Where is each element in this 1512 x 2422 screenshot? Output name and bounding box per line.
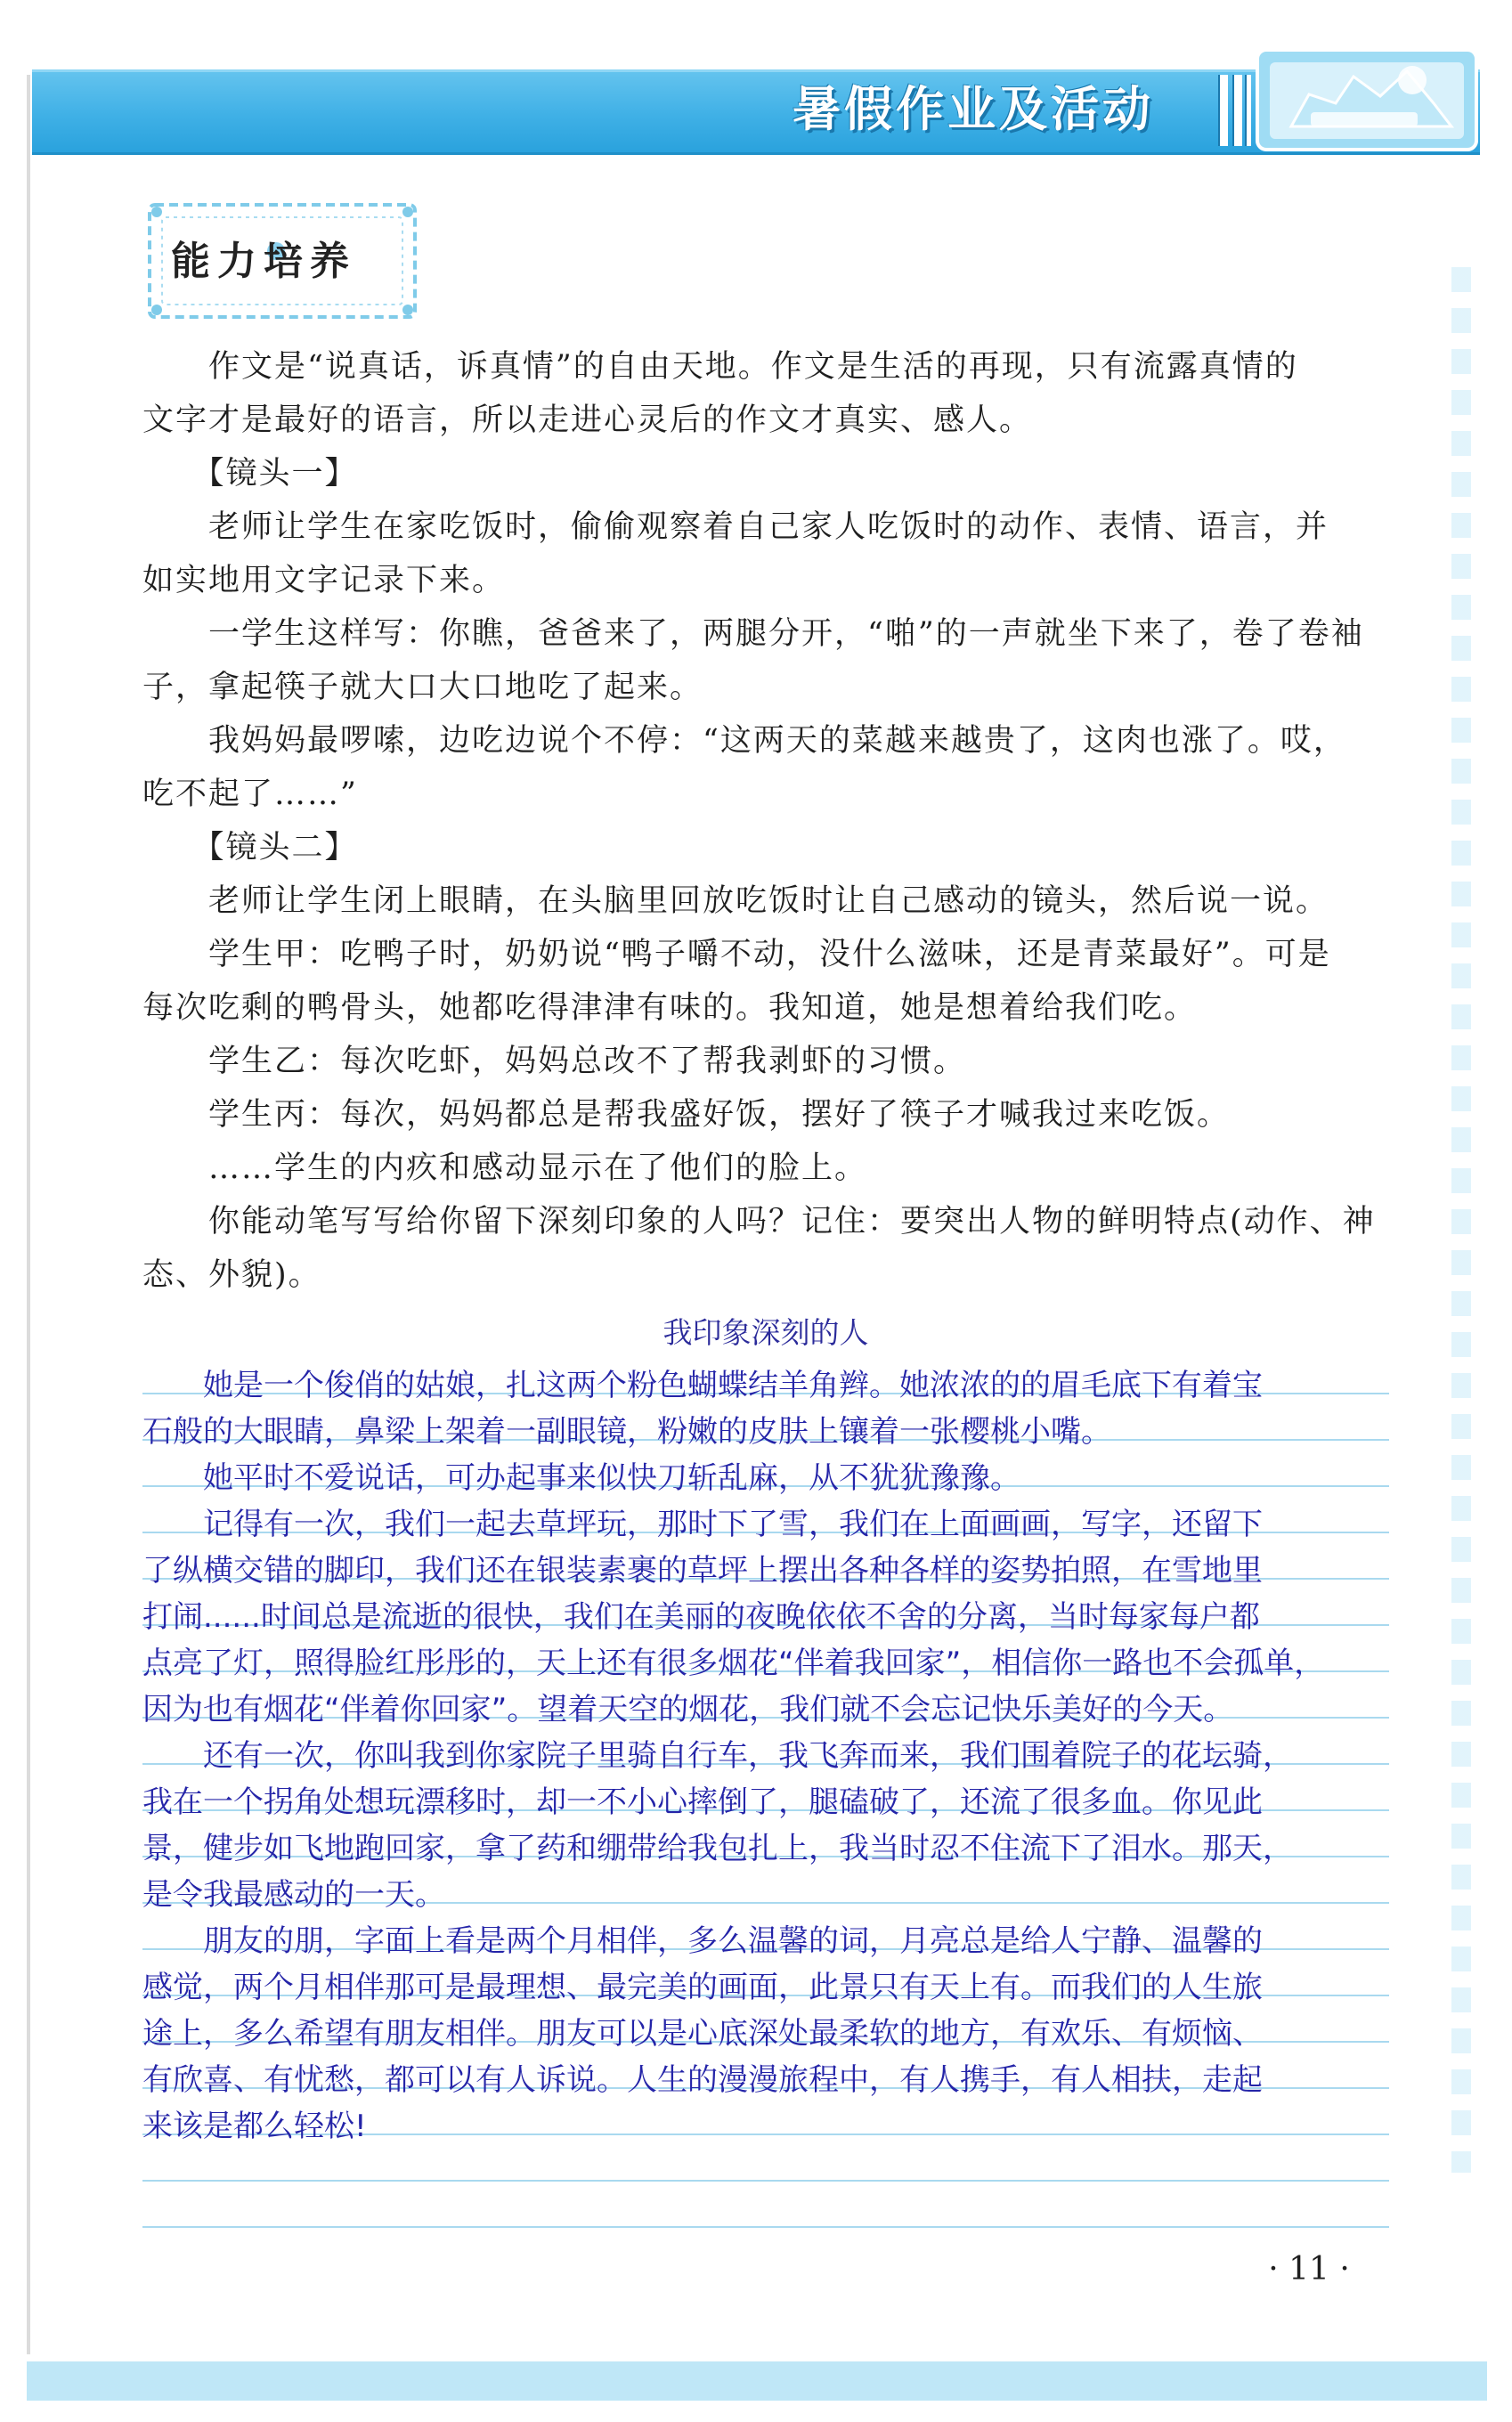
body-line: 作文是“说真话，诉真情”的自由天地。作文是生活的再现，只有流露真情的 [142,349,1298,385]
page-left-edge [27,75,30,2354]
body-line: 每次吃剩的鸭骨头，她都吃得津津有味的。我知道，她是想着给我们吃。 [142,990,1198,1026]
section-badge-label: 能力培养 [171,239,356,284]
header-illustration-icon [1256,41,1478,153]
answer-line: 记得有一次，我们一起去草坪玩，那时下了雪，我们在上面画画，写字，还留下 [142,1507,1263,1542]
answer-line: 她平时不爱说话，可办起事来似快刀斩乱麻，从不犹犹豫豫。 [142,1460,1020,1496]
body-line: 子，拿起筷子就大口大口地吃了起来。 [142,670,703,705]
answer-title: 我印象深刻的人 [663,1315,869,1350]
answer-line: 石般的大眼睛，鼻梁上架着一副眼镜，粉嫩的皮肤上镶着一张樱桃小嘴。 [142,1414,1111,1450]
body-line: 一学生这样写：你瞧，爸爸来了，两腿分开，“啪”的一声就坐下来了，卷了卷袖 [142,616,1364,652]
side-decoration [1451,267,1471,2173]
body-line: ……学生的内疚和感动显示在了他们的脸上。 [142,1150,868,1186]
answer-line: 朋友的朋，字面上看是两个月相伴，多么温馨的词，月亮总是给人宁静、温馨的 [142,1923,1263,1959]
answer-line: 感觉，两个月相伴那可是最理想、最完美的画面，此景只有天上有。而我们的人生旅 [142,1970,1263,2005]
footer-bar [27,2361,1487,2401]
body-line: 学生乙：每次吃虾，妈妈总改不了帮我剥虾的习惯。 [142,1044,967,1079]
answer-line: 打闹......时间总是流逝的很快，我们在美丽的夜晚依依不舍的分离，当时每家每户都 [142,1599,1260,1635]
body-line: 【镜头一】 [142,456,358,492]
answer-line: 因为也有烟花“伴着你回家”。望着天空的烟花，我们就不会忘记快乐美好的今天。 [142,1692,1234,1727]
body-line: 老师让学生在家吃饭时，偷偷观察着自己家人吃饭时的动作、表情、语言，并 [142,509,1329,545]
answer-line: 了纵横交错的脚印，我们还在银装素裹的草坪上摆出各种各样的姿势拍照，在雪地里 [142,1553,1263,1589]
answer-line: 有欣喜、有忧愁，都可以有人诉说。人生的漫漫旅程中，有人携手，有人相扶，走起 [142,2062,1263,2098]
body-line: 如实地用文字记录下来。 [142,563,506,598]
answer-line: 是令我最感动的一天。 [142,1877,445,1913]
body-line: 学生甲：吃鸭子时，奶奶说“鸭子嚼不动，没什么滋味，还是青菜最好”。可是 [142,937,1331,972]
answer-line: 景，健步如飞地跑回家，拿了药和绷带给我包扎上，我当时忍不住流下了泪水。那天， [142,1831,1293,1866]
body-line: 态、外貌)。 [142,1257,321,1293]
page-number: · 11 · [1268,2251,1350,2288]
body-line: 文字才是最好的语言，所以走进心灵后的作文才真实、感人。 [142,402,1033,438]
body-line: 我妈妈最啰嗦，边吃边说个不停：“这两天的菜越来越贵了，这肉也涨了。哎， [142,723,1346,759]
answer-line: 她是一个俊俏的姑娘，扎这两个粉色蝴蝶结羊角辫。她浓浓的的眉毛底下有着宝 [142,1368,1263,1403]
answer-line: 点亮了灯，照得脸红彤彤的，天上还有很多烟花“伴着我回家”，相信你一路也不会孤单， [142,1646,1325,1681]
body-line: 吃不起了……” [142,776,358,812]
answer-line: 来该是都么轻松! [142,2109,367,2144]
header-title: 暑假作业及活动 [793,81,1154,137]
body-line: 老师让学生闭上眼睛，在头脑里回放吃饭时让自己感动的镜头，然后说一说。 [142,883,1329,919]
answer-line: 途上，多么希望有朋友相伴。朋友可以是心底深处最柔软的地方，有欢乐、有烦恼、 [142,2016,1263,2052]
header-divider-bars [1218,75,1254,146]
body-line: 你能动笔写写给你留下深刻印象的人吗？记住：要突出人物的鲜明特点(动作、神 [142,1204,1376,1239]
answer-line: 还有一次，你叫我到你家院子里骑自行车，我飞奔而来，我们围着院子的花坛骑， [142,1738,1293,1774]
body-line: 【镜头二】 [142,830,358,866]
body-line: 学生丙：每次，妈妈都总是帮我盛好饭，摆好了筷子才喊我过来吃饭。 [142,1097,1231,1133]
answer-line: 我在一个拐角处想玩漂移时，却一不小心摔倒了，腿磕破了，还流了很多血。你见此 [142,1784,1263,1820]
